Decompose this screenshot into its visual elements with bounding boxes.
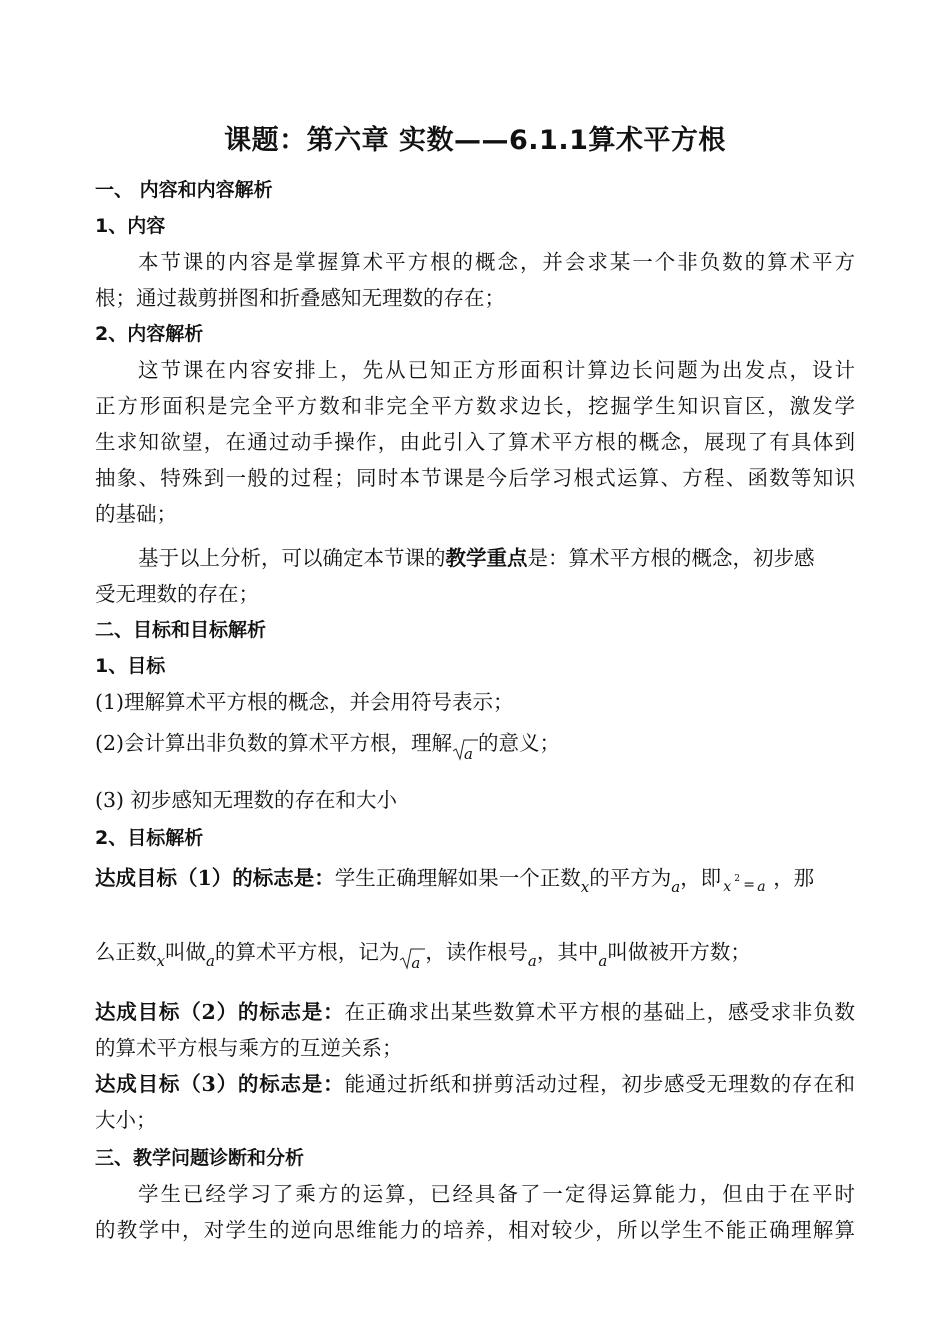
exponent: 2	[734, 874, 740, 884]
paragraph-line: 根；通过裁剪拼图和折叠感知无理数的存在；	[95, 286, 505, 310]
radicand: a	[411, 954, 421, 972]
text-run: 么正数	[95, 940, 157, 964]
math-var-a: a	[205, 952, 215, 970]
target3-line	[95, 1072, 855, 1096]
text-run: (2)会计算出非负数的算术平方根，理解	[95, 731, 453, 755]
text-run: 的平方为	[589, 866, 672, 890]
target-label: 达成目标（2）的标志是：	[95, 1000, 345, 1024]
paragraph-line: 受无理数的存在；	[95, 582, 259, 606]
target-label: 达成目标（1）的标志是：	[95, 866, 335, 890]
math-var-x: x	[156, 952, 165, 970]
paragraph-line: 抽象、特殊到一般的过程；同时本节课是今后学习根式运算、方程、函数等知识	[95, 466, 855, 490]
equation-x-squared-equals-a	[721, 867, 773, 895]
paragraph-line: 学生已经学习了乘方的运算，已经具备了一定得运算能力，但由于在平时	[138, 1182, 855, 1206]
math-var-a: a	[598, 952, 608, 970]
paragraph-line	[138, 546, 855, 570]
target3-line: 大小；	[95, 1108, 157, 1132]
text-run: ，即	[680, 866, 722, 890]
text-run: 是：算术平方根的概念，初步感	[527, 546, 815, 570]
text-run: 学生正确理解如果一个正数	[334, 866, 581, 890]
text-run: 在正确求出某些数算术平方根的基础上，感受求非负数	[344, 1000, 856, 1024]
text-run: ，其中	[536, 940, 599, 964]
text-run: ，读作根号	[425, 940, 528, 964]
section2-sub1: 1、目标	[95, 655, 166, 677]
text-run: 的算术平方根，记为	[214, 940, 400, 964]
target2-line	[95, 1000, 855, 1024]
text-run: ，那	[773, 866, 815, 890]
section2-heading: 二、目标和目标解析	[95, 619, 267, 641]
math-var-a: a	[527, 952, 537, 970]
target-label: 达成目标（3）的标志是：	[95, 1072, 345, 1096]
goal-item: (3) 初步感知无理数的存在和大小	[95, 788, 398, 812]
paragraph-line: 生求知欲望，在通过动手操作，由此引入了算术平方根的概念，展现了有具体到	[95, 430, 855, 454]
math-var-a: a	[757, 879, 766, 895]
section1-sub1: 1、内容	[95, 215, 166, 237]
equals-sign: =	[743, 877, 755, 893]
paragraph-line: 本节课的内容是掌握算术平方根的概念，并会求某一个非负数的算术平方	[138, 250, 855, 274]
paragraph-line: 的基础；	[95, 502, 177, 526]
emphasis-text: 教学重点	[445, 546, 528, 570]
text-run: 基于以上分析，可以确定本节课的	[138, 546, 446, 570]
paragraph-line: 这节课在内容安排上，先从已知正方形面积计算边长问题为出发点，设计	[138, 358, 855, 382]
target1-line	[95, 866, 855, 896]
sqrt-a-formula	[452, 732, 478, 762]
sqrt-a-formula	[399, 941, 425, 971]
text-run: 叫做	[164, 940, 206, 964]
goal-item	[95, 731, 855, 762]
math-var-x: x	[723, 879, 732, 895]
target2-line: 的算术平方根与乘方的互逆关系；	[95, 1036, 403, 1060]
text-run: 的意义；	[478, 731, 561, 755]
section1-heading: 一、 内容和内容解析	[95, 179, 273, 201]
target1-line	[95, 940, 855, 971]
goal-item: (1)理解算术平方根的概念，并会用符号表示；	[95, 690, 514, 714]
text-run: 叫做被开方数；	[607, 940, 751, 964]
math-var-x: x	[580, 878, 590, 896]
section2-sub2: 2、目标解析	[95, 827, 204, 849]
math-var-a: a	[671, 878, 681, 896]
paragraph-line: 正方形面积是完全平方数和非完全平方数求边长，挖掘学生知识盲区，激发学	[95, 394, 855, 418]
document-title: 课题：第六章 实数——6.1.1算术平方根	[224, 125, 726, 156]
paragraph-line: 的教学中，对学生的逆向思维能力的培养，相对较少，所以学生不能正确理解算	[95, 1218, 855, 1242]
radicand: a	[464, 745, 473, 763]
section3-heading: 三、教学问题诊断和分析	[95, 1147, 305, 1169]
text-run: 能通过折纸和拼剪活动过程，初步感受无理数的存在和	[344, 1072, 856, 1096]
section1-sub2: 2、内容解析	[95, 323, 204, 345]
